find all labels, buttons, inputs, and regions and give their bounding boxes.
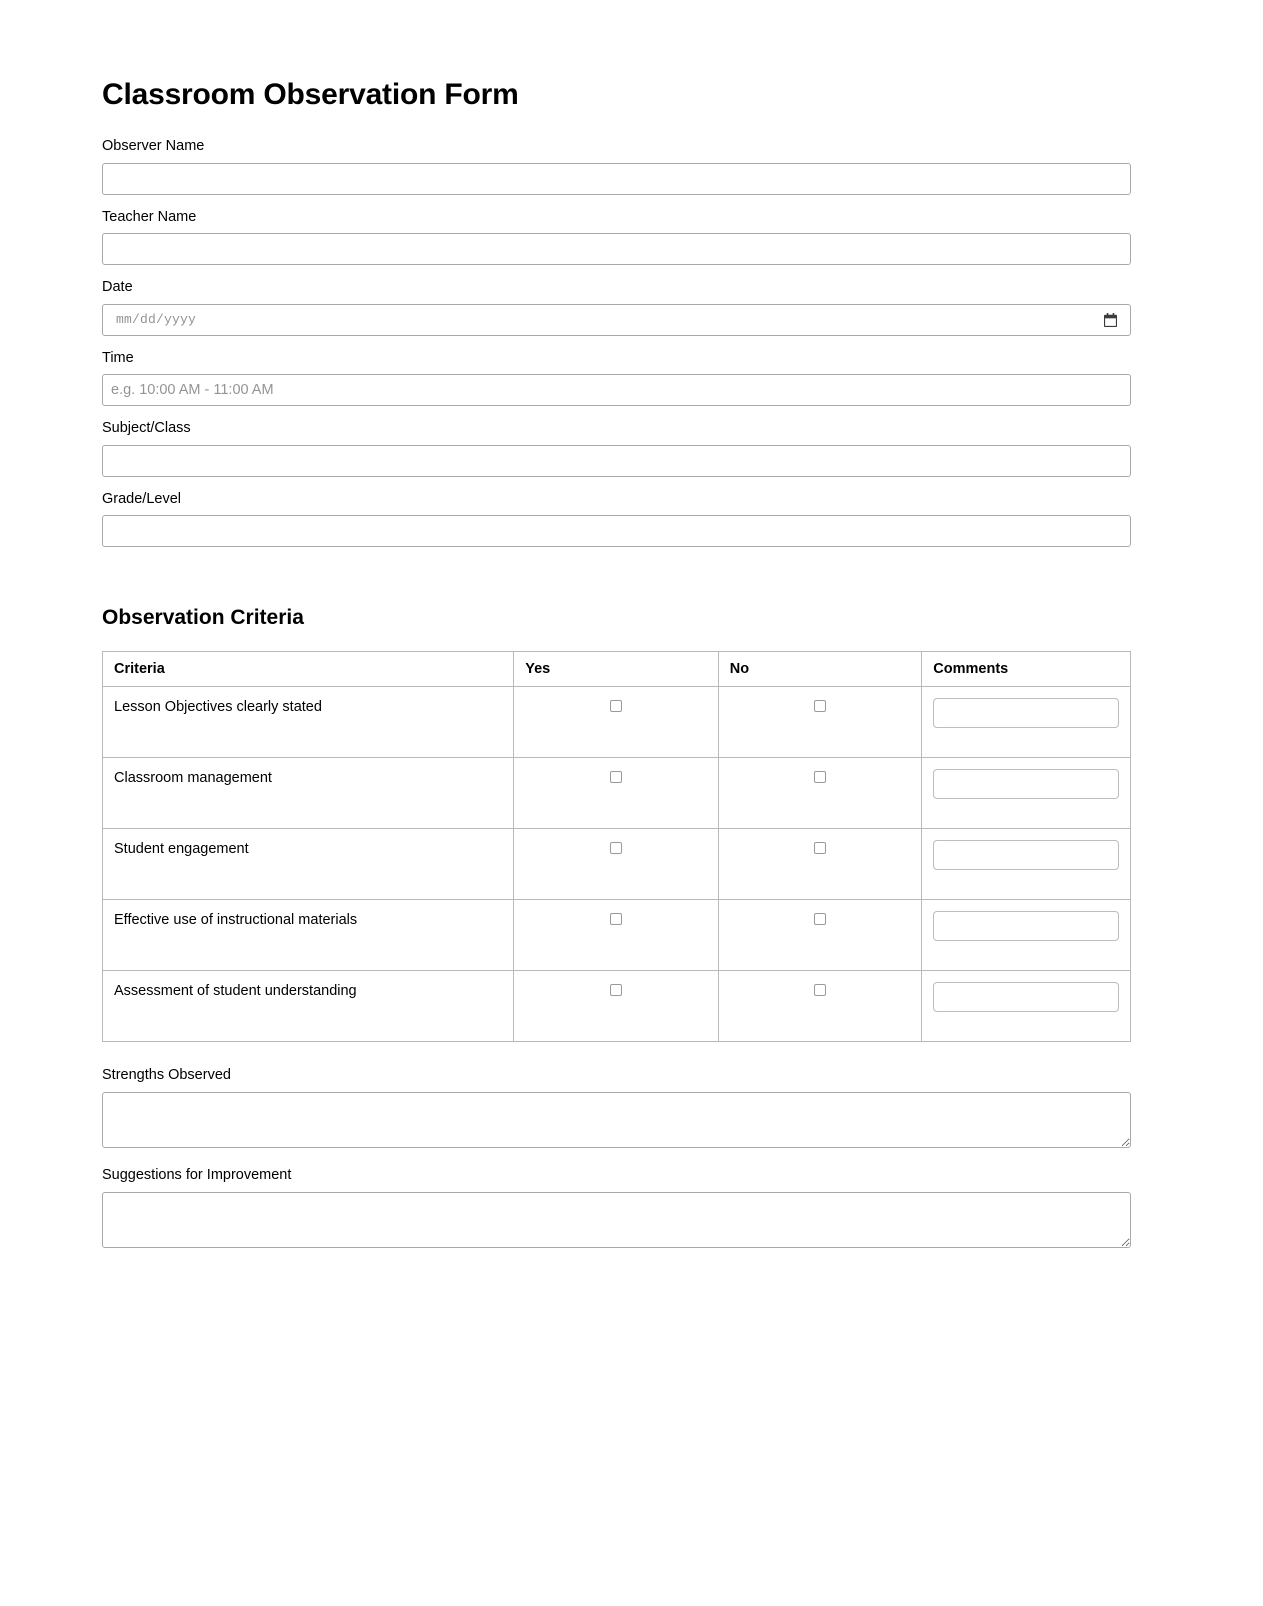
table-row <box>103 687 1131 758</box>
teacher-name-input[interactable] <box>102 233 1131 265</box>
no-cell <box>718 829 922 900</box>
observer-name-input[interactable] <box>102 163 1131 195</box>
no-checkbox[interactable] <box>814 842 826 854</box>
yes-checkbox[interactable] <box>610 984 622 996</box>
yes-cell <box>514 900 719 971</box>
no-checkbox[interactable] <box>814 771 826 783</box>
table-header-row <box>103 652 1131 687</box>
table-row <box>103 758 1131 829</box>
comment-input[interactable] <box>933 911 1119 941</box>
yes-cell <box>514 971 719 1042</box>
label-strengths-observed: Strengths Observed <box>102 1067 231 1084</box>
no-cell <box>718 687 922 758</box>
comment-input[interactable] <box>933 982 1119 1012</box>
suggestions-for-improvement-textarea[interactable] <box>102 1192 1131 1248</box>
column-header-yes: Yes <box>514 652 719 687</box>
no-cell <box>718 900 922 971</box>
time-input[interactable] <box>102 374 1131 406</box>
strengths-observed-textarea[interactable] <box>102 1092 1131 1148</box>
column-header-criteria: Criteria <box>103 652 514 687</box>
yes-cell <box>514 687 719 758</box>
no-cell <box>718 758 922 829</box>
field-teacher-name <box>102 208 1131 266</box>
no-checkbox[interactable] <box>814 984 826 996</box>
field-date <box>102 278 1131 336</box>
table-row <box>103 829 1131 900</box>
subject-class-input[interactable] <box>102 445 1131 477</box>
table-row <box>103 900 1131 971</box>
criteria-label: Assessment of student understanding <box>114 983 357 1000</box>
field-suggestions-for-improvement <box>102 1166 1131 1248</box>
label-grade-level: Grade/Level <box>102 490 181 507</box>
comments-cell <box>922 829 1131 900</box>
criteria-cell <box>103 900 514 971</box>
label-subject-class: Subject/Class <box>102 420 191 437</box>
section-spacer <box>102 560 1131 606</box>
no-checkbox[interactable] <box>814 913 826 925</box>
label-time: Time <box>102 349 134 366</box>
no-cell <box>718 971 922 1042</box>
criteria-cell <box>103 971 514 1042</box>
yes-checkbox[interactable] <box>610 913 622 925</box>
label-observer-name: Observer Name <box>102 138 205 154</box>
criteria-label: Student engagement <box>114 841 249 858</box>
table-row <box>103 971 1131 1042</box>
criteria-cell <box>103 758 514 829</box>
page-title: Classroom Observation Form <box>102 78 519 111</box>
comments-cell <box>922 687 1131 758</box>
field-strengths-observed <box>102 1066 1131 1148</box>
column-header-comments: Comments <box>922 652 1131 687</box>
column-header-no: No <box>718 652 922 687</box>
comments-cell <box>922 900 1131 971</box>
yes-checkbox[interactable] <box>610 771 622 783</box>
label-teacher-name: Teacher Name <box>102 208 197 225</box>
criteria-cell <box>103 687 514 758</box>
yes-checkbox[interactable] <box>610 700 622 712</box>
field-time <box>102 349 1131 407</box>
field-observer-name <box>102 137 1131 195</box>
label-date: Date <box>102 279 133 296</box>
comment-input[interactable] <box>933 769 1119 799</box>
observation-criteria-table <box>102 651 1131 1042</box>
date-input[interactable] <box>102 304 1131 336</box>
comment-input[interactable] <box>933 698 1119 728</box>
comments-cell <box>922 971 1131 1042</box>
no-checkbox[interactable] <box>814 700 826 712</box>
criteria-label: Effective use of instructional materials <box>114 912 358 929</box>
comment-input[interactable] <box>933 840 1119 870</box>
criteria-label: Classroom management <box>114 770 272 787</box>
date-input-wrapper <box>102 304 1131 336</box>
criteria-cell <box>103 829 514 900</box>
yes-cell <box>514 758 719 829</box>
grade-level-input[interactable] <box>102 515 1131 547</box>
comments-cell <box>922 758 1131 829</box>
criteria-label: Lesson Objectives clearly stated <box>114 699 322 716</box>
field-subject-class <box>102 419 1131 477</box>
observation-criteria-title: Observation Criteria <box>102 606 304 630</box>
yes-cell <box>514 829 719 900</box>
yes-checkbox[interactable] <box>610 842 622 854</box>
field-grade-level <box>102 490 1131 548</box>
label-suggestions-for-improvement: Suggestions for Improvement <box>102 1167 292 1184</box>
